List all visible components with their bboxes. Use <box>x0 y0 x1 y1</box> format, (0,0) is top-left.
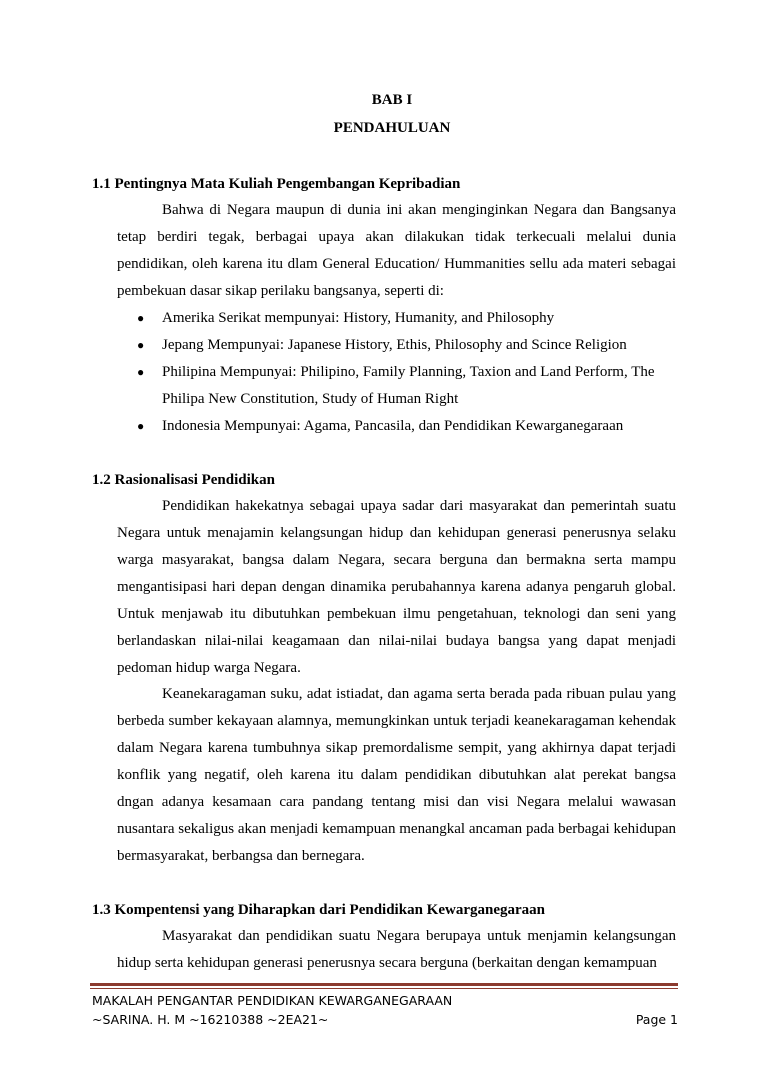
footer-title: MAKALAH PENGANTAR PENDIDIKAN KEWARGANEGARAAN <box>92 993 453 1008</box>
list-item: ● Philipina Mempunyai: Philipino, Family Planning, Taxion and Land Perform, The Philipa New Constitution, Study of Human Right <box>117 359 676 413</box>
chapter-title: PENDAHULUAN <box>333 120 451 136</box>
list-item: ● Jepang Mempunyai: Japanese History, Ethis, Philosophy and Scince Religion <box>117 332 676 359</box>
list-item: ● Amerika Serikat mempunyai: History, Humanity, and Philosophy <box>117 305 676 332</box>
page-number: Page 1 <box>635 1012 678 1027</box>
section-heading-1-3: 1.3 Kompentensi yang Diharapkan dari Pendidikan Kewarganegaraan <box>92 902 545 918</box>
section-heading-1-1: 1.1 Pentingnya Mata Kuliah Pengembangan Kepribadian <box>92 176 461 192</box>
bullet-icon: ● <box>137 365 145 379</box>
section-1-2-paragraph-1: Pendidikan hakekatnya sebagai upaya sadar dari masyarakat dan pemerintah suatu Negara untuk menajamin kelangsungan hidup dan kehidupan generasi penerusnya selaku warga masyarakat, bangsa dalam Negara, secara berguna dan bermakna serta mampu mengantisipasi hari depan dengan dinamika perubahannya karena adanya pengaruh global. Untuk menjawab itu dibutuhkan pembekuan ilmu pengetahuan, teknologi dan seni yang berlandaskan nilai-nilai keagamaan dan nilai-nilai budaya bangsa yang dapat menjadi pedoman hidup warga Negara. <box>117 498 676 676</box>
section-heading-1-2: 1.2 Rasionalisasi Pendidikan <box>92 472 275 488</box>
chapter-number: BAB I <box>371 92 413 108</box>
bullet-icon: ● <box>137 338 145 352</box>
bullet-icon: ● <box>137 311 145 325</box>
footer-rule <box>90 983 678 986</box>
bullet-icon: ● <box>137 419 145 433</box>
footer-author-text: ~SARINA. H. M ~16210388 ~2EA21~ <box>92 1012 329 1027</box>
section-1-3-paragraph: Masyarakat dan pendidikan suatu Negara berupaya untuk menjamin kelangsungan hidup serta kehidupan generasi penerusnya secara berguna (berkaitan dengan kemampuan <box>117 928 676 971</box>
section-1-1-paragraph: Bahwa di Negara maupun di dunia ini akan menginginkan Negara dan Bangsanya tetap berdiri tegak, berbagai upaya akan dilakukan tidak terkecuali melalui dunia pendidikan, oleh karena itu dlam General Education/ Hummanities sellu ada materi sebagai pembekuan dasar sikap perilaku bangsanya, seperti di: <box>117 202 676 299</box>
country-subject-list <box>117 305 676 440</box>
section-1-2-paragraph-2: Keanekaragaman suku, adat istiadat, dan agama serta berada pada ribuan pulau yang berbeda sumber kekayaan alamnya, memungkinkan untuk terjadi keanekaragaman kehendak dalam Negara karena tumbuhnya sikap premordalisme sempit, yang akhirnya dapat terjadi konflik yang negatif, oleh karena itu dalam pendidikan dibutuhkan alat perekat bangsa dngan adanya kesamaan cara pandang tentang misi dan visi Negara melalui wawasan nusantara sekaligus akan menjadi kemampuan menangkal ancaman pada berbagai kehidupan bermasyarakat, berbangsa dan bernegara. <box>117 686 676 864</box>
footer-rule-thin <box>90 988 678 989</box>
list-item: ● Indonesia Mempunyai: Agama, Pancasila, dan Pendidikan Kewarganegaraan <box>117 413 676 440</box>
footer-author <box>92 1012 678 1027</box>
